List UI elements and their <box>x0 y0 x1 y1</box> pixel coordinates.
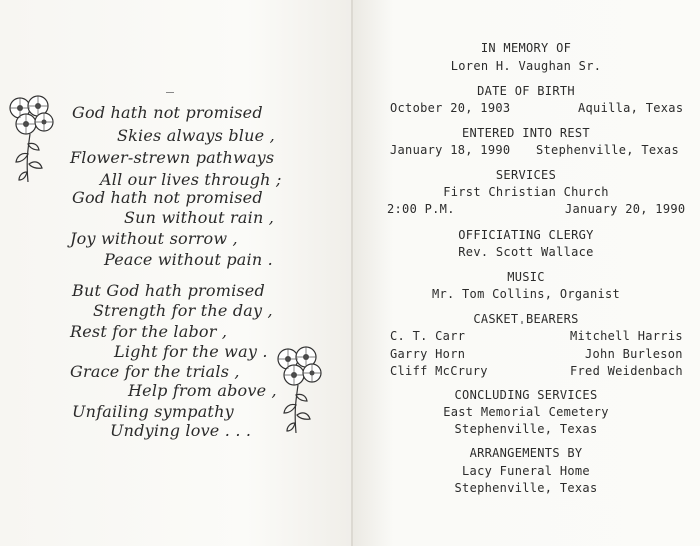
poem-line: God hath not promised <box>72 103 263 122</box>
bearer: Cliff McCrury <box>390 364 488 378</box>
funeral-city: Stephenville, Texas <box>454 481 598 495</box>
rest-heading: ENTERED INTO REST <box>462 126 590 140</box>
poem-line: Skies always blue , <box>117 126 275 145</box>
poem-line: Strength for the day , <box>93 301 273 320</box>
music-heading: MUSIC <box>507 270 545 284</box>
poem-line: Flower-strewn pathways <box>70 148 275 167</box>
concluding-heading: CONCLUDING SERVICES <box>454 388 598 402</box>
birth-place: Aquilla, Texas <box>578 101 684 115</box>
memory-heading: IN MEMORY OF <box>480 41 572 55</box>
bearer: C. T. Carr <box>390 329 466 343</box>
bearer: Fred Weidenbach <box>570 364 683 378</box>
poem-line: Joy without sorrow , <box>70 229 238 248</box>
rest-place: Stephenville, Texas <box>536 143 679 157</box>
funeral-home: Lacy Funeral Home <box>462 464 590 478</box>
music-name: Mr. Tom Collins, Organist <box>431 287 621 301</box>
clergy-name: Rev. Scott Wallace <box>458 245 594 259</box>
bearer: John Burleson <box>585 347 683 361</box>
bearer: Mitchell Harris <box>570 329 683 343</box>
bearer: Garry Horn <box>390 347 466 361</box>
poem-line: Undying love . . . <box>110 421 252 440</box>
cemetery-name: East Memorial Cemetery <box>443 405 609 419</box>
poem-line: Grace for the trials , <box>70 362 240 381</box>
services-date: January 20, 1990 <box>565 202 686 216</box>
services-place: First Christian Church <box>443 185 609 199</box>
poem-line: But God hath promised <box>72 281 265 300</box>
rest-date: January 18, 1990 <box>390 143 511 157</box>
poem-line: Rest for the labor , <box>70 322 228 341</box>
poem-line: Unfailing sympathy <box>72 402 234 421</box>
birth-heading: DATE OF BIRTH <box>477 84 575 98</box>
deceased-name: Loren H. Vaughan Sr. <box>450 59 602 73</box>
poem-line: God hath not promised <box>72 188 263 207</box>
poem-line: Light for the way . <box>114 342 268 361</box>
birth-date: October 20, 1903 <box>390 101 511 115</box>
poem-line: Help from above , <box>128 381 277 400</box>
poem-line: Peace without pain . <box>104 250 273 269</box>
services-time: 2:00 P.M. <box>387 202 455 216</box>
cemetery-city: Stephenville, Texas <box>454 422 598 436</box>
services-heading: SERVICES <box>495 168 557 182</box>
arrangements-heading: ARRANGEMENTS BY <box>469 446 583 460</box>
clergy-heading: OFFICIATING CLERGY <box>458 228 594 242</box>
poem-line: All our lives through ; <box>100 170 282 189</box>
bearers-heading: CASKET BEARERS <box>473 312 579 326</box>
poem-line: Sun without rain , <box>124 208 275 227</box>
